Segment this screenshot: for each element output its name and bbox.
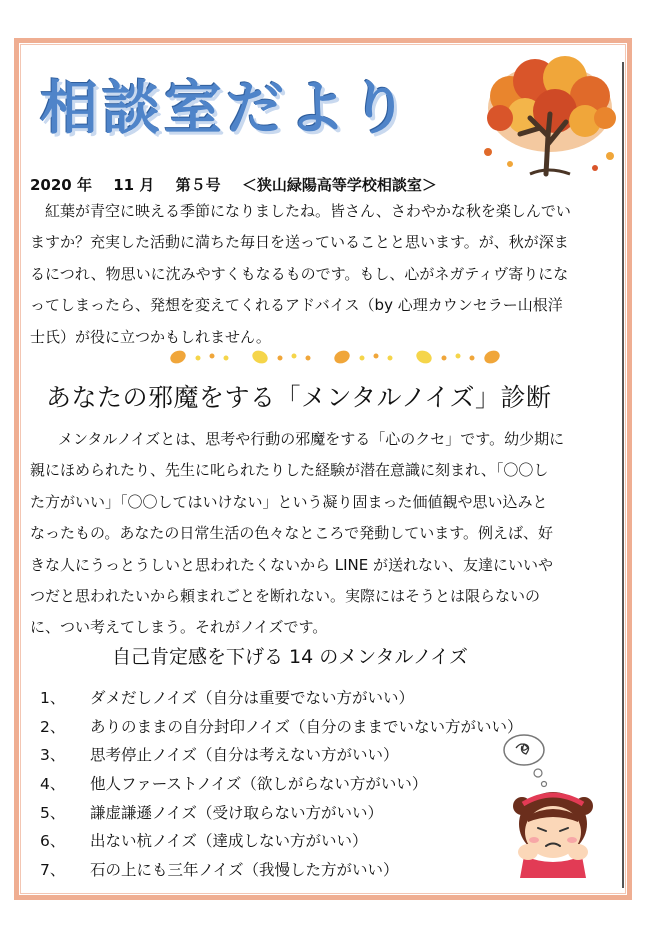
- leaf-divider: [168, 346, 502, 368]
- body-line: に、つい考えてしまう。それがノイズです。: [30, 618, 328, 637]
- list-item-text: ありのままの自分封印ノイズ（自分のままでいない方がいい）: [90, 717, 523, 736]
- list-item-text: 他人ファーストノイズ（欲しがらない方がいい）: [90, 775, 428, 794]
- intro-line: ますか？充実した活動に満ちた毎日を送っていることと思います。が、秋が深ま: [30, 233, 569, 252]
- list-item: [40, 827, 522, 856]
- newsletter-title: 相談室だより: [40, 74, 413, 142]
- list-item-text: ダメだしノイズ（自分は重要でない方がいい）: [90, 689, 414, 707]
- intro-line: ってしまったら、発想を変えてくれるアドバイス（by 心理カウンセラー山根洋: [30, 296, 563, 315]
- list-item-number: 5、: [40, 803, 66, 822]
- list-item-number: 7、: [40, 861, 66, 880]
- list-item: [40, 741, 522, 770]
- list-item: [40, 799, 522, 828]
- section-body: [30, 424, 626, 644]
- list-item-number: 3、: [40, 746, 66, 765]
- list-item: [40, 856, 522, 885]
- list-item-text: 謙虚謙遜ノイズ（受け取らない方がいい）: [90, 803, 383, 822]
- list-item-number: 4、: [40, 775, 66, 794]
- body-line: 親にほめられたり、先生に叱られたりした経験が潜在意識に刻まれ、「〇〇し: [30, 461, 549, 480]
- issue-year: 2020 年: [30, 176, 92, 194]
- issue-month: 11 月: [113, 176, 155, 194]
- list-item-text: 石の上にも三年ノイズ（我慢した方がいい）: [90, 861, 399, 880]
- list-item-text: 出ない杭ノイズ（達成しない方がいい）: [90, 832, 368, 851]
- worried-girl-illustration: [480, 728, 606, 878]
- section-heading: あなたの邪魔をする「メンタルノイズ」診断: [46, 383, 552, 412]
- intro-paragraph: [30, 196, 626, 353]
- intro-line: 士氏）が役に立つかもしれません。: [30, 327, 271, 346]
- autumn-tree-illustration: [470, 56, 630, 181]
- issue-info: [30, 174, 437, 195]
- list-item-number: 2、: [40, 717, 66, 736]
- body-line: きな人にうっとうしいと思われたくないから LINE が送れない、友達にいいや: [30, 555, 554, 574]
- list-item: [40, 770, 522, 799]
- list-item: [40, 713, 522, 742]
- body-line: た方がいい」「〇〇してはいけない」という凝り固まった価値観や思い込みと: [30, 492, 548, 511]
- issue-number: 第５号: [175, 176, 221, 194]
- list-item: [40, 684, 522, 713]
- intro-line: 紅葉が青空に映える季節になりましたね。皆さん、さわやかな秋を楽しんでい: [45, 202, 571, 220]
- noise-list: [40, 684, 522, 885]
- list-item-number: 1、: [40, 689, 66, 707]
- list-item-number: 6、: [40, 832, 66, 851]
- list-item-text: 思考停止ノイズ（自分は考えない方がいい）: [90, 746, 399, 765]
- intro-line: るにつれ、物思いに沈みやすくもなるものです。もし、心がネガティヴ寄りにな: [30, 264, 569, 283]
- body-line: メンタルノイズとは、思考や行動の邪魔をする「心のクセ」です。幼少期に: [58, 430, 565, 448]
- body-line: なったもの。あなたの日常生活の色々なところで発動しています。例えば、好: [30, 524, 554, 543]
- issue-organization: ＜狭山緑陽高等学校相談室＞: [241, 176, 437, 194]
- list-heading: 自己肯定感を下げる 14 のメンタルノイズ: [112, 646, 468, 668]
- leaf-row-icon: [168, 348, 502, 366]
- body-line: つだと思われたいから頼まれごとを断れない。実際にはそうとは限らないの: [30, 587, 541, 606]
